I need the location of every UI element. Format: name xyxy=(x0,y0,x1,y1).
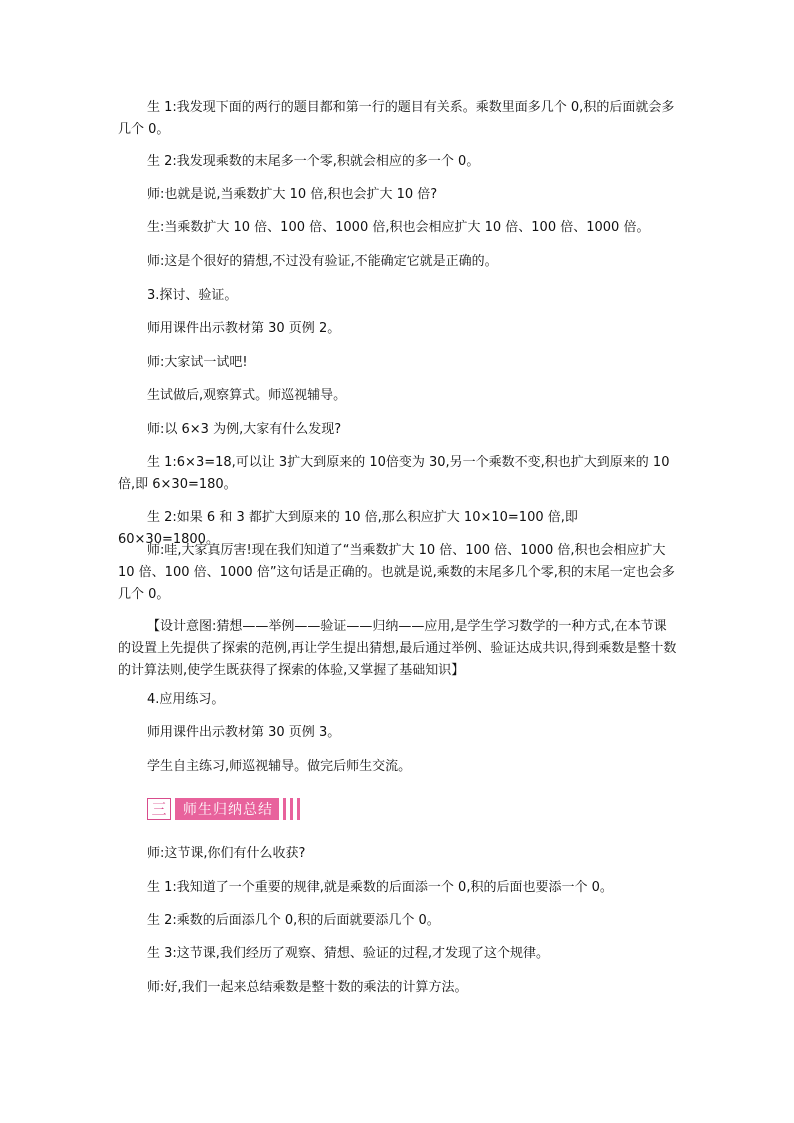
paragraph: 生:当乘数扩大 10 倍、100 倍、1000 倍,积也会相应扩大 10 倍、100 倍、1000 倍。 xyxy=(147,220,650,235)
paragraph: 生 3:这节课,我们经历了观察、猜想、验证的过程,才发现了这个规律。 xyxy=(147,946,550,961)
paragraph: 师:大家试一试吧! xyxy=(147,355,248,370)
paragraph: 4.应用练习。 xyxy=(147,692,225,707)
paragraph: 生 1:6×3=18,可以让 3扩大到原来的 10倍变为 30,另一个乘数不变,积也扩大到原来的 10倍,即 6×30=180。 xyxy=(118,455,670,492)
paragraph: 师用课件出示教材第 30 页例 3。 xyxy=(147,725,341,740)
section-title: 师生归纳总结 xyxy=(175,798,279,820)
paragraph: 生 2:如果 6 和 3 都扩大到原来的 10 倍,那么积应扩大 10×10=100 倍,即 60×30=1800。 xyxy=(118,510,578,547)
paragraph: 生 1:我知道了一个重要的规律,就是乘数的后面添一个 0,积的后面也要添一个 0。 xyxy=(147,880,613,895)
paragraph: 师:也就是说,当乘数扩大 10 倍,积也会扩大 10 倍? xyxy=(147,187,438,202)
paragraph: 师:好,我们一起来总结乘数是整十数的乘法的计算方法。 xyxy=(147,980,468,995)
paragraph: 生 1:我发现下面的两行的题目都和第一行的题目有关系。乘数里面多几个 0,积的后面就会多几个 0。 xyxy=(118,100,675,137)
section-header xyxy=(147,796,327,822)
paragraph: 师:以 6×3 为例,大家有什么发现? xyxy=(147,422,342,437)
section-stripes-decoration xyxy=(283,798,304,820)
paragraph: 学生自主练习,师巡视辅导。做完后师生交流。 xyxy=(147,759,412,774)
design-intent-note: 【设计意图:猜想——举例——验证——归纳——应用,是学生学习数学的一种方式,在本节课的设置上先提供了探索的范例,再让学生提出猜想,最后通过举例、验证达成共识,得到乘数是整十数的计算法则,使学生既获得了探索的体验,又掌握了基础知识】 xyxy=(118,619,677,678)
paragraph: 师用课件出示教材第 30 页例 2。 xyxy=(147,321,341,336)
paragraph: 师:哇,大家真厉害!现在我们知道了“当乘数扩大 10 倍、100 倍、1000 倍,积也会相应扩大 10 倍、100 倍、1000 倍”这句话是正确的。也就是说,乘数的末尾多几个零,积的末尾一定也会多几个 0。 xyxy=(118,543,675,602)
paragraph: 师:这是个很好的猜想,不过没有验证,不能确定它就是正确的。 xyxy=(147,254,498,269)
paragraph: 师:这节课,你们有什么收获? xyxy=(147,846,306,861)
paragraph: 生 2:乘数的后面添几个 0,积的后面就要添几个 0。 xyxy=(147,913,440,928)
paragraph: 生试做后,观察算式。师巡视辅导。 xyxy=(147,388,347,403)
paragraph: 3.探讨、验证。 xyxy=(147,288,238,303)
section-number: 三 xyxy=(147,798,171,820)
paragraph: 生 2:我发现乘数的末尾多一个零,积就会相应的多一个 0。 xyxy=(147,154,480,169)
